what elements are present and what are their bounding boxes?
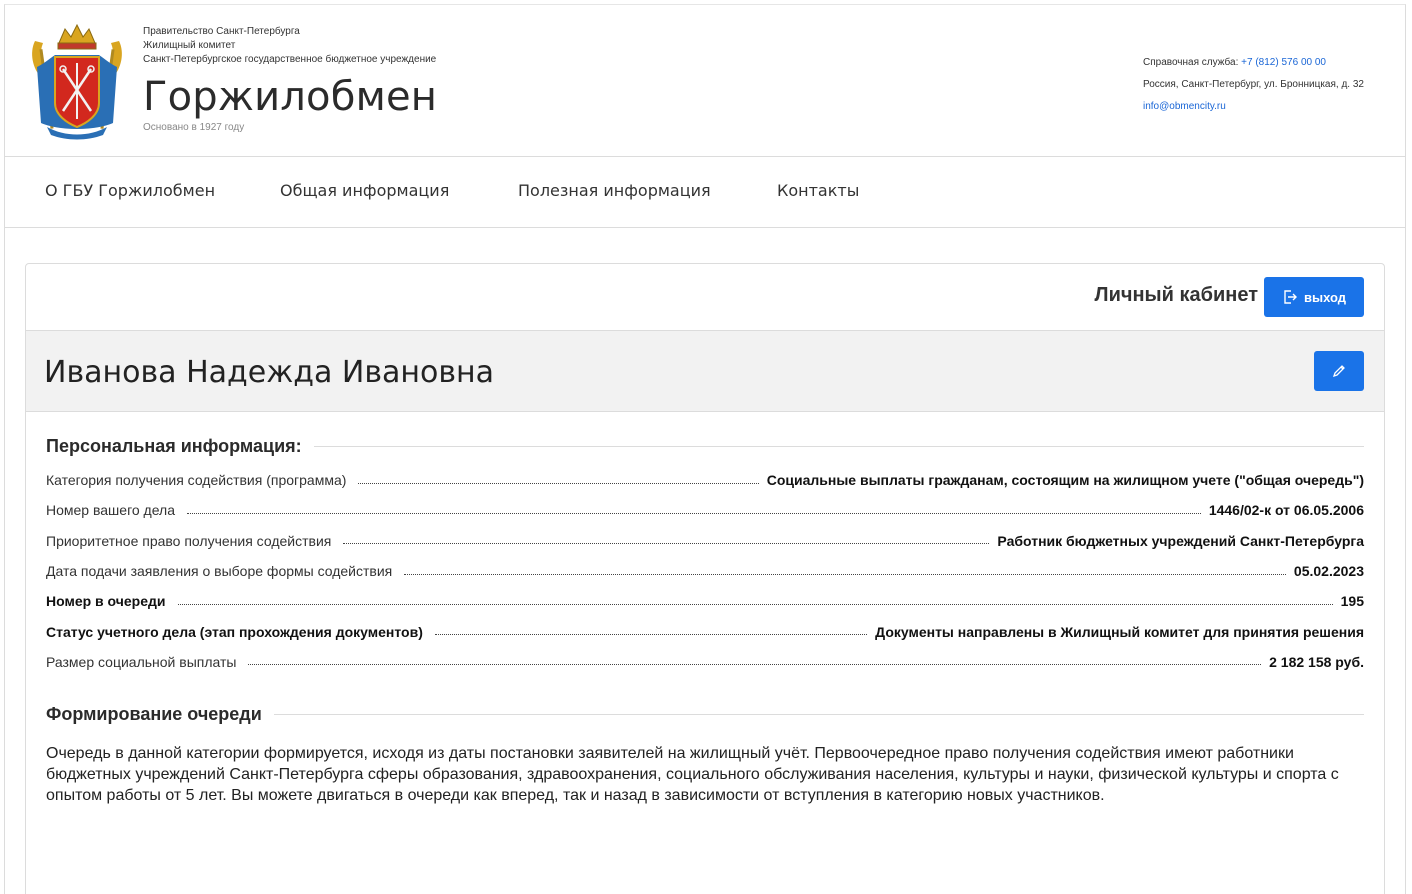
info-value: 195 [1340,593,1364,610]
info-row-program [46,465,1364,495]
info-value: 05.02.2023 [1293,563,1364,580]
logout-icon [1282,289,1298,305]
dot-leader [187,513,1201,514]
user-full-name: Иванова Надежда Ивановна [44,355,495,390]
queue-title: Формирование очереди [46,704,262,724]
nav-item-useful-info[interactable]: Полезная информация [518,181,711,200]
info-row-application-date [46,556,1364,586]
dot-leader [178,604,1333,605]
queue-heading [46,704,1364,725]
contacts-block [1143,52,1364,118]
personal-info-heading [46,436,1364,457]
site-header [5,5,1405,157]
user-name-band [26,331,1384,412]
info-row-case-status [46,616,1364,646]
org-lines [143,25,436,67]
info-label: Статус учетного дела (этап прохождения документов) [46,623,423,640]
info-row-case-number [46,495,1364,525]
info-value: Документы направлены в Жилищный комитет для принятия решения [875,623,1364,640]
info-row-payment-amount [46,647,1364,677]
dot-leader [358,483,758,484]
coat-of-arms-logo[interactable] [25,23,129,141]
main-nav [5,157,1405,228]
info-row-priority [46,526,1364,556]
cabinet-title: Личный кабинет [1094,284,1258,306]
info-label: Дата подачи заявления о выборе формы содействия [46,563,393,580]
divider [274,714,1364,715]
helpline [1143,52,1364,74]
info-label: Приоритетное право получения содействия [46,532,332,549]
cabinet-card [25,263,1385,894]
dot-leader [343,543,989,544]
personal-info-title: Персональная информация: [46,436,302,456]
nav-item-contacts[interactable]: Контакты [777,181,860,200]
info-label: Размер социальной выплаты [46,653,237,670]
dot-leader [435,634,867,635]
org-line-committee: Жилищный комитет [143,40,236,51]
cabinet-header [26,264,1384,331]
divider [314,446,1364,447]
personal-info-list [46,465,1364,677]
info-label: Категория получения содействия (программа) [46,472,347,489]
founded-note: Основано в 1927 году [143,122,245,133]
edit-profile-button[interactable] [1314,351,1364,391]
info-label: Номер в очереди [46,593,166,610]
info-label: Номер вашего дела [46,502,175,519]
nav-item-general-info[interactable]: Общая информация [280,181,450,200]
address: Россия, Санкт-Петербург, ул. Бронницкая, д. 32 [1143,79,1364,90]
dot-leader [404,574,1286,575]
org-line-institution: Санкт-Петербургское государственное бюджетное учреждение [143,54,437,65]
email-link[interactable]: info@obmencity.ru [1143,101,1226,112]
info-value: 2 182 158 руб. [1269,653,1364,670]
info-row-queue-number [46,586,1364,616]
info-value: Работник бюджетных учреждений Санкт-Петербурга [997,532,1364,549]
dot-leader [248,664,1261,665]
phone-link[interactable]: +7 (812) 576 00 00 [1241,57,1326,68]
info-value: 1446/02-к от 06.05.2006 [1208,502,1364,519]
org-line-government: Правительство Санкт-Петербурга [143,26,300,37]
site-title[interactable]: Горжилобмен [143,74,438,120]
nav-item-about[interactable]: О ГБУ Горжилобмен [45,181,216,200]
info-value: Социальные выплаты гражданам, состоящим на жилищном учете ("общая очередь") [766,472,1364,489]
helpline-label: Справочная служба: [1143,57,1239,68]
logout-label: выход [1303,289,1347,305]
pencil-icon [1331,363,1347,379]
page-frame [4,4,1406,894]
queue-description: Очередь в данной категории формируется, исходя из даты постановки заявителей на жилищный учёт. Первоочередное право получения содействия имеют работники бюджетных учреждений Санкт-Петербурга сферы образования, здравоохранения, социального обслуживания населения, культуры и науки, физической культуры и спорта с опытом работы от 5 лет. Вы можете двигаться в очереди как вперед, так и назад в зависимости от вступления в категорию новых участников. [46,745,1339,804]
logout-button[interactable] [1264,277,1364,317]
